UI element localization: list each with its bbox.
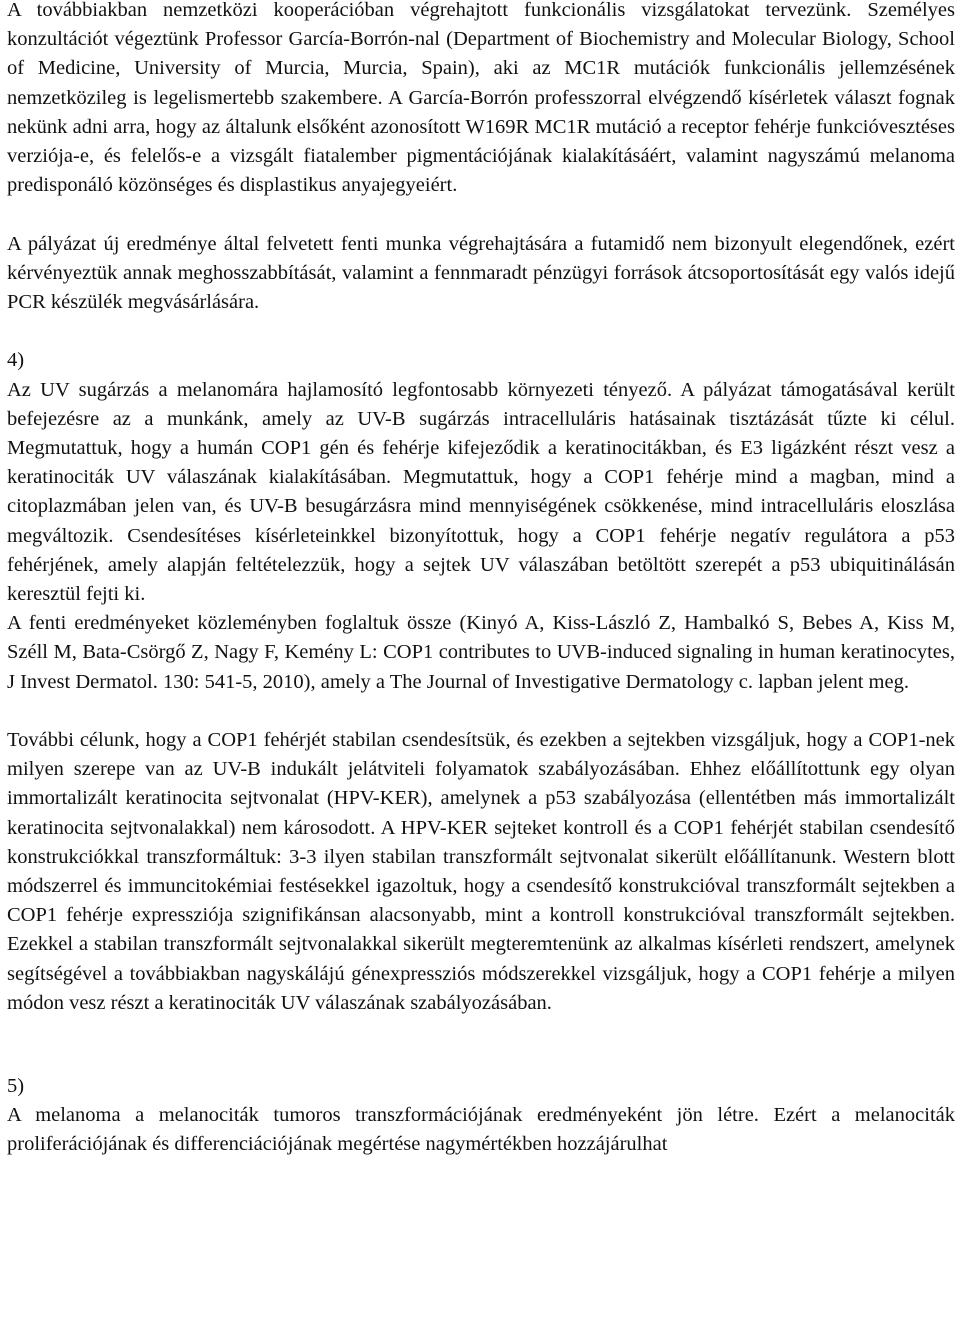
paragraph-spacer xyxy=(7,697,955,726)
paragraph-pcr-purchase: A pályázat új eredménye által felvetett fenti munka végrehajtására a futamidő nem bizonyult elegendőnek, ezért kérvényeztük annak meghosszabbítását, valamint a fennmaradt pénzügyi források átcsoportosítását egy valós idejű PCR készülék megvásárlására. xyxy=(7,232,955,314)
paragraph-publication: A fenti eredményeket közleményben foglaltuk össze (Kinyó A, Kiss-László Z, Hambalkó S, Bebes A, Kiss M, Széll M, Bata-Csörgő Z, Nagy F, Kemény L: COP1 contributes to UVB-induced signaling in human keratinocytes, J Invest Dermatol. 130: 541-5, 2010), amely a The Journal of Investigative Dermatology c. lapban jelent meg. xyxy=(7,612,955,693)
paragraph-uv-cop1-results: Az UV sugárzás a melanomára hajlamosító legfontosabb környezeti tényező. A pályázat támogatásával került befejezésre az a munkánk, amely az UV-B sugárzás intracelluláris hatásainak tisztázását tűzte ki célul. Megmutattuk, hogy a humán COP1 gén és fehérje kifejeződik a keratinocitákban, és E3 ligázként részt vesz a keratinociták UV válaszának kialakításában. Megmutattuk, hogy a COP1 fehérje mind a magban, mind a citoplazmában jelen van, és UV-B besugárzásra mind mennyiségének csökkenése, mind intracelluláris eloszlása megváltozik. Csendesítéses kísérleteinkkel bizonyítottuk, hogy a COP1 fehérje negatív regulátora a p53 fehérjének, amely alapján feltételezzük, hogy a sejtek UV válaszában betöltött szerepét a p53 ubiquitinálásán keresztül fejti ki. xyxy=(7,378,955,606)
paragraph-further-goals: További célunk, hogy a COP1 fehérjét stabilan csendesítsük, és ezekben a sejtekben vizsgáljuk, hogy a COP1-nek milyen szerepe van az UV-B indukált jelátviteli folyamatok szabályozásában. Ehhez előállítottunk egy olyan immortalizált keratinocita sejtvonalat (HPV-KER), amelynek a p53 szabályozása (ellentétben más immortalizált keratinocita sejtvonalakkal) nem károsodott. A HPV-KER sejteket kontroll és a COP1 fehérjét stabilan csendesítő konstrukciókkal transzformáltuk: 3-3 ilyen stabilan transzformált sejtvonalat sikerült előállítanunk. Western blott módszerrel és immuncitokémiai festésekkel igazoltuk, hogy a csendesítő konstrukcióval transzformált sejtekben a COP1 fehérje expressziója szignifikánsan alacsonyabb, mint a kontroll konstrukcióval transzformált sejtekben. Ezekkel a stabilan transzformált sejtvonalakkal sikerült megteremtenünk az alkalmas kísérleti rendszert, amelynek segítségével a továbbiakban nagyskálájú génexpressziós módszerekkel vizsgáljuk, hogy a COP1 fehérje a milyen módon vesz részt a keratinociták UV válaszának szabályozásában. xyxy=(7,729,955,1014)
paragraph-spacer xyxy=(7,1018,955,1072)
section-5-number: 5) xyxy=(7,1075,25,1098)
paragraph-spacer xyxy=(7,317,955,346)
paragraph-spacer xyxy=(7,200,955,229)
document-page xyxy=(7,0,955,1160)
section-4-number: 4) xyxy=(7,349,25,372)
paragraph-melanoma-intro: A melanoma a melanociták tumoros transzformációjának eredményeként jön létre. Ezért a melanociták proliferációjának és differenciációjának megértése nagymértékben hozzájárulhat xyxy=(7,1104,955,1156)
paragraph-international-cooperation: A továbbiakban nemzetközi kooperációban végrehajtott funkcionális vizsgálatokat tervezünk. Személyes konzultációt végeztünk Professor García-Borrón-nal (Department of Biochemistry and Molecular Biology, School of Medicine, University of Murcia, Murcia, Spain), aki az MC1R mutációk funkcionális jellemzésének nemzetközileg is legelismertebb szakembere. A García-Borrón professzorral elvégzendő kísérletek választ fognak nekünk adni arra, hogy az általunk elsőként azonosított W169R MC1R mutáció a receptor fehérje funkcióvesztéses verziója-e, és felelős-e a vizsgált fiatalember pigmentációjának kialakításáért, valamint nagyszámú melanoma predisponáló közönséges és displastikus anyajegyeiért. xyxy=(7,0,955,197)
